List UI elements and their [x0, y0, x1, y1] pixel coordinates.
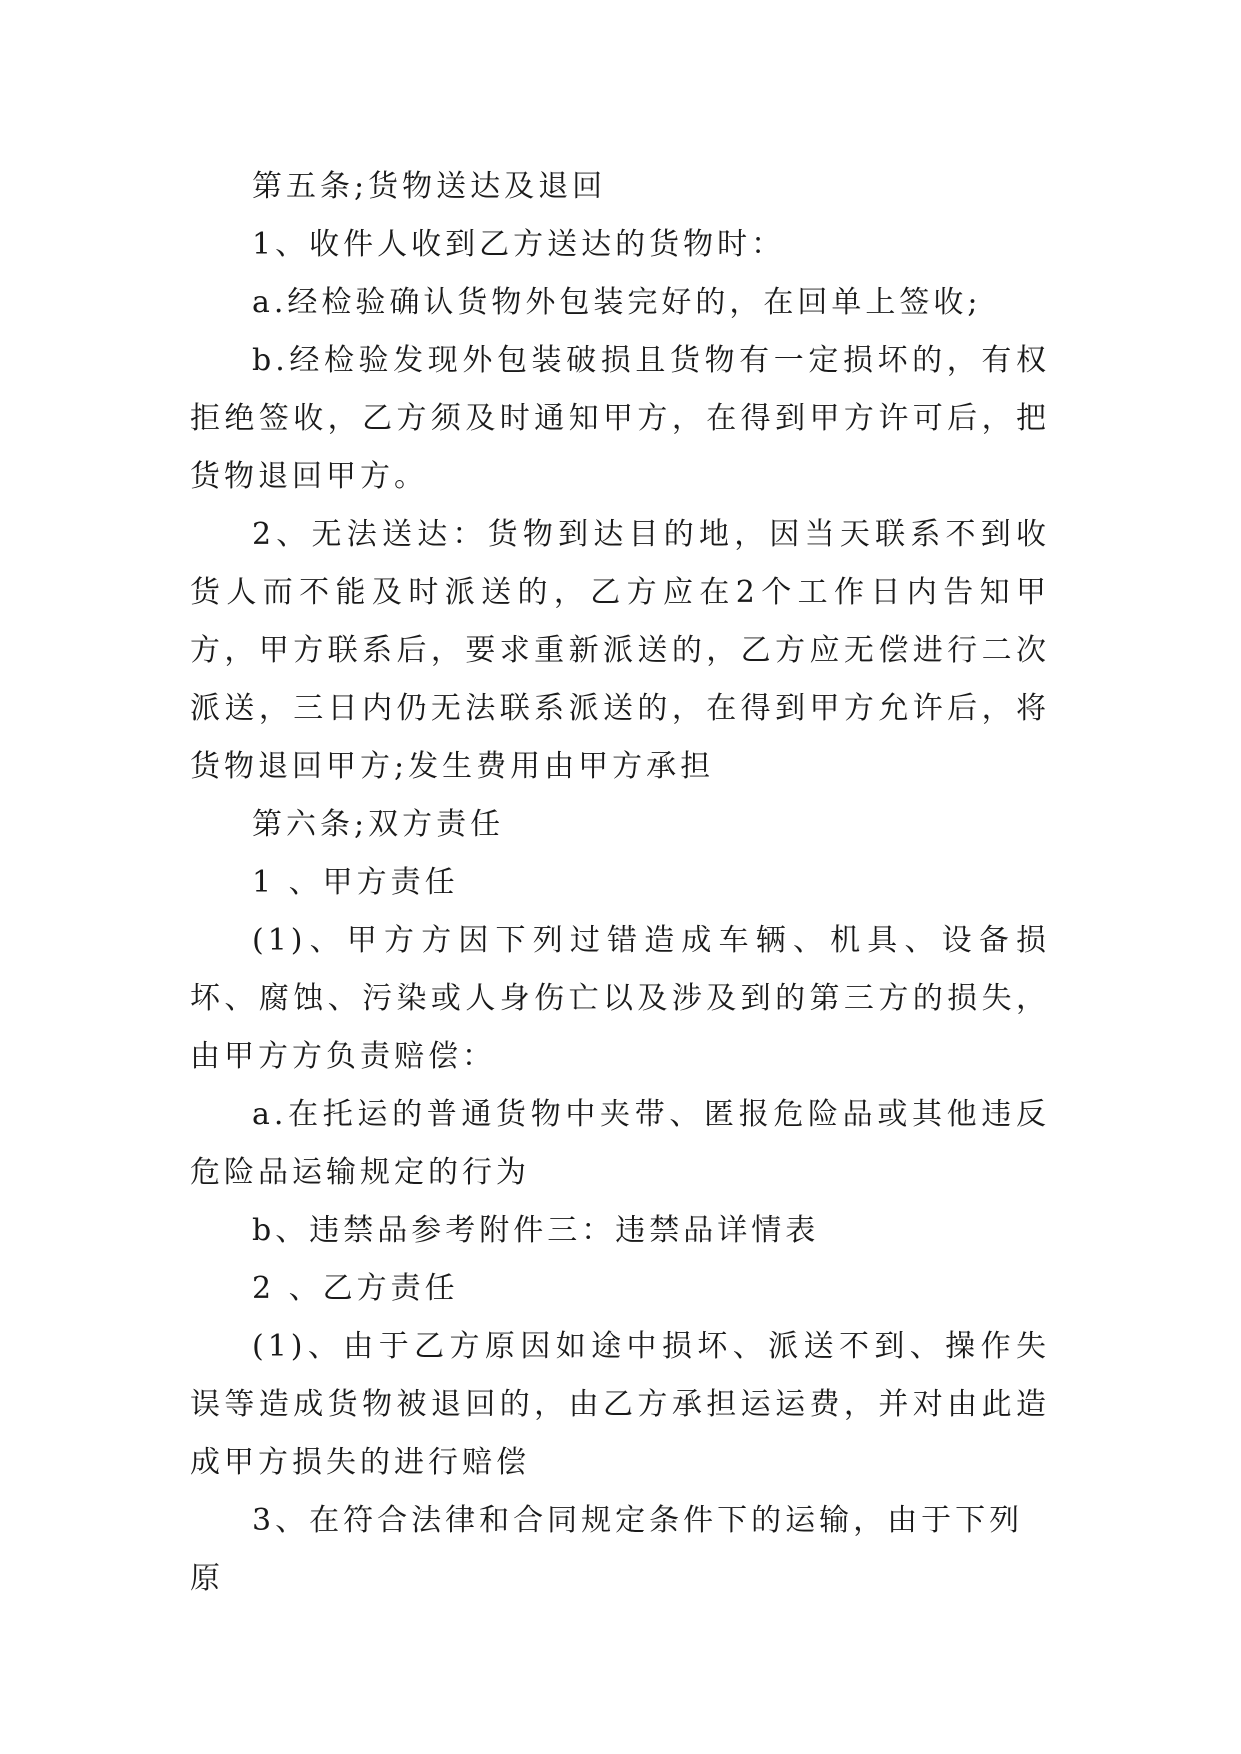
article-6-heading: 第六条;双方责任: [252, 807, 505, 842]
article-5-heading: 第五条;货物送达及退回: [252, 169, 607, 204]
clause-6-1-b: b、违禁品参考附件三：违禁品详情表: [252, 1213, 820, 1248]
document-body: [190, 158, 1050, 1608]
clause-5-2: 2、无法送达：货物到达目的地，因当天联系不到收货人而不能及时派送的，乙方应在2个工作日内告知甲方，甲方联系后，要求重新派送的，乙方应无偿进行二次派送，三日内仍无法联系派送的，在得到甲方允许后，将货物退回甲方;发生费用由甲方承担: [190, 517, 1050, 784]
clause-6-3: 3、在符合法律和合同规定条件下的运输，由于下列原: [190, 1503, 1024, 1596]
clause-6-1-1: (1)、甲方方因下列过错造成车辆、机具、设备损坏、腐蚀、污染或人身伤亡以及涉及到的第三方的损失，由甲方方负责赔偿：: [190, 923, 1050, 1074]
clause-5-1: 1、收件人收到乙方送达的货物时：: [252, 227, 786, 262]
clause-5-1-b: b.经检验发现外包装破损且货物有一定损坏的，有权拒绝签收，乙方须及时通知甲方，在得到甲方许可后，把货物退回甲方。: [190, 343, 1050, 494]
clause-6-1-heading: 1 、甲方责任: [252, 865, 459, 900]
clause-6-2-heading: 2 、乙方责任: [252, 1271, 459, 1306]
clause-6-1-a: a.在托运的普通货物中夹带、匿报危险品或其他违反危险品运输规定的行为: [190, 1097, 1050, 1190]
clause-5-1-a: a.经检验确认货物外包装完好的，在回单上签收;: [252, 285, 982, 320]
clause-6-2-1: (1)、由于乙方原因如途中损坏、派送不到、操作失误等造成货物被退回的，由乙方承担运运费，并对由此造成甲方损失的进行赔偿: [190, 1329, 1050, 1480]
